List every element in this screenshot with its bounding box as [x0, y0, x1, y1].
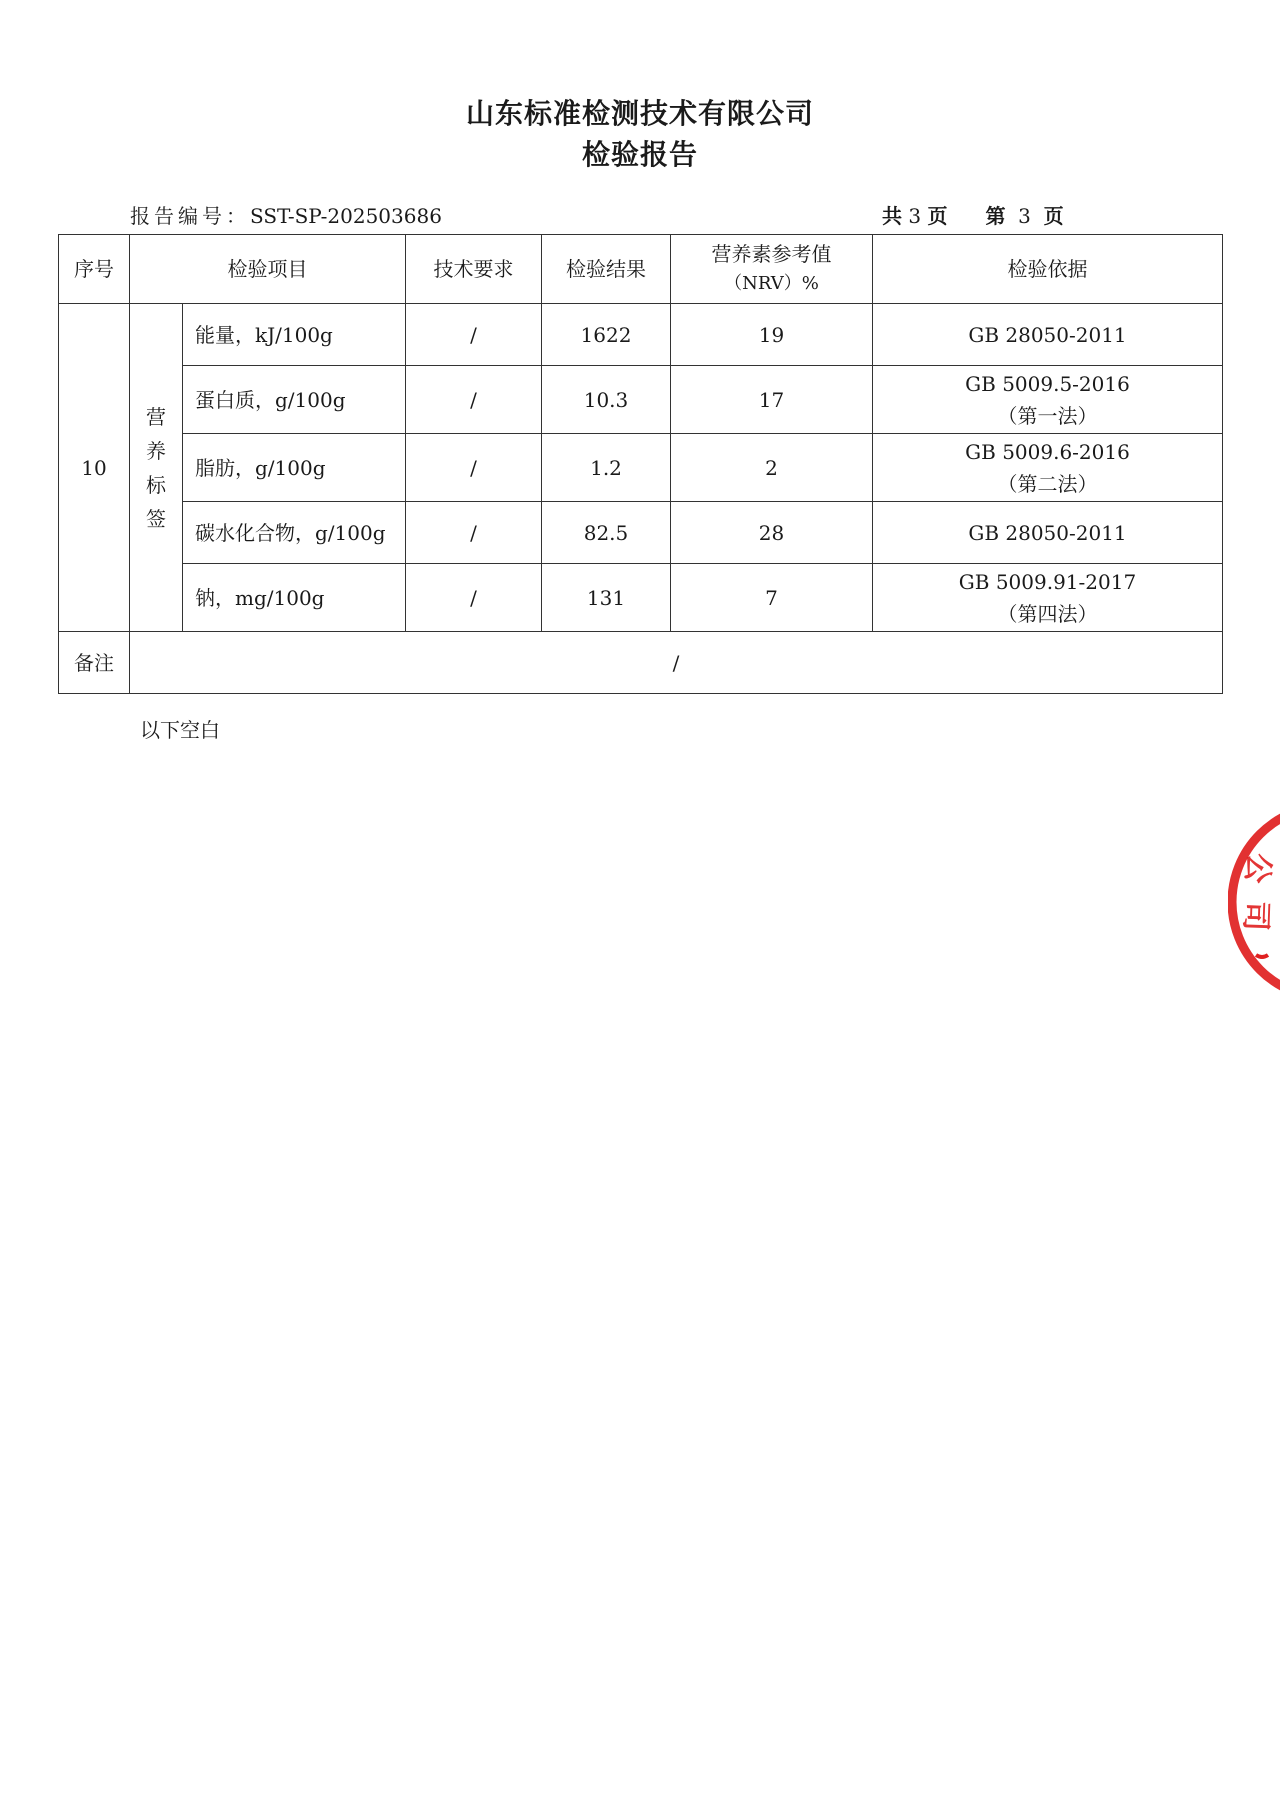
header-nrv-line1: 营养素参考值 [711, 242, 832, 266]
current-page-suffix: 页 [1043, 204, 1064, 228]
total-pages-suffix: 页 [927, 204, 948, 228]
current-page-value: 3 [1018, 204, 1031, 228]
remarks-label: 备注 [59, 632, 130, 694]
cell-basis [873, 502, 1223, 564]
header-no: 序号 [59, 235, 130, 304]
cell-requirement: / [406, 434, 542, 502]
cell-result: 1622 [542, 304, 671, 366]
report-number-value: SST-SP-202503686 [250, 204, 442, 228]
current-page-prefix: 第 [985, 204, 1006, 228]
cell-basis-line2: （第二法） [997, 471, 1098, 496]
cell-basis [873, 564, 1223, 632]
cell-basis-line1: GB 28050-2011 [968, 520, 1127, 545]
header-requirement: 技术要求 [406, 235, 542, 304]
cell-nrv: 2 [671, 434, 873, 502]
table-row [59, 366, 1223, 434]
table-header-row [59, 235, 1223, 304]
total-pages-value: 3 [908, 204, 922, 228]
group-number: 10 [59, 304, 130, 632]
group-label [130, 304, 183, 632]
cell-basis-line1: GB 28050-2011 [968, 322, 1127, 347]
cell-item: 钠，mg/100g [183, 564, 406, 632]
cell-result: 82.5 [542, 502, 671, 564]
report-number-label: 报告编号： [130, 204, 250, 228]
table-row [59, 564, 1223, 632]
page-indicator [882, 200, 1064, 229]
cell-nrv: 19 [671, 304, 873, 366]
cell-basis [873, 304, 1223, 366]
cell-basis-line1: GB 5009.6-2016 [965, 439, 1130, 464]
cell-result: 10.3 [542, 366, 671, 434]
table-row [59, 434, 1223, 502]
cell-requirement: / [406, 502, 542, 564]
cell-requirement: / [406, 564, 542, 632]
cell-basis-line1: GB 5009.5-2016 [965, 371, 1130, 396]
cell-nrv: 28 [671, 502, 873, 564]
header-nrv [671, 235, 873, 304]
cell-item: 蛋白质，g/100g [183, 366, 406, 434]
inspection-table [58, 234, 1223, 694]
cell-item: 碳水化合物，g/100g [183, 502, 406, 564]
cell-requirement: / [406, 366, 542, 434]
svg-text:司: 司 [1237, 900, 1274, 932]
header-result: 检验结果 [542, 235, 671, 304]
report-number-line [130, 200, 442, 229]
cell-item: 脂肪，g/100g [183, 434, 406, 502]
group-label-char: 签 [146, 506, 166, 531]
cell-requirement: / [406, 304, 542, 366]
total-pages-prefix: 共 [882, 204, 902, 228]
header-basis: 检验依据 [873, 235, 1223, 304]
cell-item: 能量，kJ/100g [183, 304, 406, 366]
cell-result: 131 [542, 564, 671, 632]
cell-basis-line2: （第一法） [997, 403, 1098, 428]
cell-result: 1.2 [542, 434, 671, 502]
remarks-value: / [130, 632, 1223, 694]
cell-nrv: 7 [671, 564, 873, 632]
group-label-char: 标 [146, 472, 166, 497]
table-row [59, 502, 1223, 564]
end-of-content-note: 以下空白 [140, 718, 220, 742]
svg-text:公: 公 [1238, 851, 1277, 885]
company-seal-stamp [1228, 795, 1280, 1010]
company-name: 山东标准检测技术有限公司 [465, 97, 814, 130]
cell-basis-line1: GB 5009.91-2017 [958, 569, 1137, 594]
table-row [59, 304, 1223, 366]
report-title: 检验报告 [581, 138, 698, 171]
header-nrv-line2: （NRV）% [724, 273, 819, 294]
cell-nrv: 17 [671, 366, 873, 434]
header-item: 检验项目 [130, 235, 406, 304]
cell-basis [873, 434, 1223, 502]
cell-basis-line2: （第四法） [997, 601, 1098, 626]
remarks-row [59, 632, 1223, 694]
cell-basis [873, 366, 1223, 434]
group-label-char: 养 [146, 438, 166, 463]
group-label-char: 营 [146, 404, 166, 429]
